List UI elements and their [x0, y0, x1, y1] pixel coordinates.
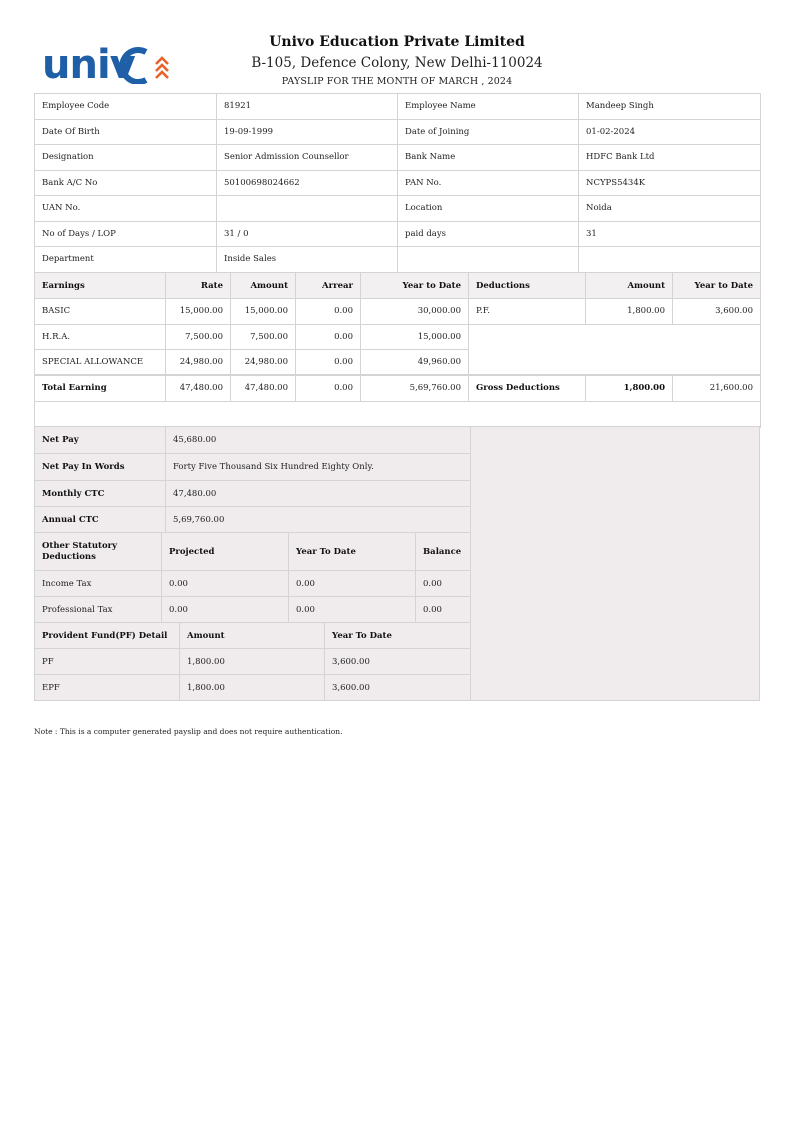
- earning-name: SPECIAL ALLOWANCE: [35, 350, 166, 376]
- table-header-row: [35, 273, 761, 299]
- table-row: [35, 427, 471, 454]
- bank-name: HDFC Bank Ltd: [579, 145, 761, 171]
- earning-rate: 15,000.00: [166, 299, 231, 325]
- column-header: Earnings: [35, 273, 166, 299]
- table-row: [35, 145, 761, 171]
- earnings-deductions-table: [34, 272, 761, 428]
- table-row: [35, 196, 761, 222]
- tax-name: Professional Tax: [35, 597, 162, 623]
- earning-rate: 7,500.00: [166, 324, 231, 350]
- table-row: [35, 170, 761, 196]
- designation: Senior Admission Counsellor: [217, 145, 398, 171]
- column-header: Arrear: [296, 273, 361, 299]
- company-name: Univo Education Private Limited: [269, 34, 525, 50]
- earning-name: BASIC: [35, 299, 166, 325]
- pf-ytd: 3,600.00: [325, 649, 471, 675]
- column-header: Projected: [162, 533, 289, 571]
- pf-amount: 1,800.00: [180, 675, 325, 701]
- info-label: Date of Joining: [398, 119, 579, 145]
- employee-info-table: [34, 93, 761, 273]
- pf-amount: 1,800.00: [180, 649, 325, 675]
- net-pay-words: Forty Five Thousand Six Hundred Eighty Only.: [166, 454, 471, 481]
- deduction-name: P.F.: [469, 299, 586, 325]
- tax-balance: 0.00: [416, 571, 471, 597]
- earning-amount: 7,500.00: [231, 324, 296, 350]
- empty-cell: [35, 401, 761, 427]
- table-row: [35, 571, 471, 597]
- table-row: [35, 324, 761, 350]
- info-label: PAN No.: [398, 170, 579, 196]
- table-header-row: [35, 623, 471, 649]
- column-header: Provident Fund(PF) Detail: [35, 623, 180, 649]
- table-row: [35, 299, 761, 325]
- empty-cell: [469, 324, 761, 375]
- uan-number: [217, 196, 398, 222]
- gross-deductions-ytd: 21,600.00: [673, 375, 761, 401]
- pan-number: NCYPS5434K: [579, 170, 761, 196]
- info-label: Bank Name: [398, 145, 579, 171]
- empty-cell: [398, 247, 579, 273]
- provident-fund-table: [34, 622, 471, 701]
- statutory-deductions-table: [34, 532, 471, 623]
- column-header: Amount: [586, 273, 673, 299]
- info-label: Location: [398, 196, 579, 222]
- total-arrear: 0.00: [296, 375, 361, 401]
- location: Noida: [579, 196, 761, 222]
- info-label: paid days: [398, 221, 579, 247]
- department: Inside Sales: [217, 247, 398, 273]
- tax-ytd: 0.00: [289, 597, 416, 623]
- info-label: Date Of Birth: [35, 119, 217, 145]
- tax-name: Income Tax: [35, 571, 162, 597]
- column-header: Amount: [231, 273, 296, 299]
- info-label: UAN No.: [35, 196, 217, 222]
- employee-code: 81921: [217, 94, 398, 120]
- summary-label: Net Pay In Words: [35, 454, 166, 481]
- table-row: [35, 247, 761, 273]
- info-label: No of Days / LOP: [35, 221, 217, 247]
- table-row: [35, 481, 471, 507]
- payslip-period: PAYSLIP FOR THE MONTH OF MARCH , 2024: [281, 76, 513, 87]
- totals-row: [35, 375, 761, 401]
- column-header: Deductions: [469, 273, 586, 299]
- column-header: Other Statutory Deductions: [35, 533, 162, 571]
- earning-rate: 24,980.00: [166, 350, 231, 376]
- table-row: [35, 649, 471, 675]
- summary-label: Monthly CTC: [35, 481, 166, 507]
- days-lop: 31 / 0: [217, 221, 398, 247]
- column-header: Year to Date: [361, 273, 469, 299]
- info-label: Designation: [35, 145, 217, 171]
- column-header: Rate: [166, 273, 231, 299]
- pf-name: EPF: [35, 675, 180, 701]
- table-row: [35, 597, 471, 623]
- monthly-ctc-value: 47,480.00: [166, 481, 471, 507]
- total-ytd: 5,69,760.00: [361, 375, 469, 401]
- gross-deductions-amount: 1,800.00: [586, 375, 673, 401]
- earning-ytd: 49,960.00: [361, 350, 469, 376]
- earning-arrear: 0.00: [296, 299, 361, 325]
- pf-ytd: 3,600.00: [325, 675, 471, 701]
- table-row: [35, 675, 471, 701]
- earning-ytd: 15,000.00: [361, 324, 469, 350]
- info-label: Bank A/C No: [35, 170, 217, 196]
- date-of-birth: 19-09-1999: [217, 119, 398, 145]
- column-header: Amount: [180, 623, 325, 649]
- net-pay-value: 45,680.00: [166, 427, 471, 454]
- info-label: Department: [35, 247, 217, 273]
- earning-arrear: 0.00: [296, 350, 361, 376]
- bank-account: 50100698024662: [217, 170, 398, 196]
- earning-ytd: 30,000.00: [361, 299, 469, 325]
- summary-label: Net Pay: [35, 427, 166, 454]
- spacer-row: [35, 401, 761, 427]
- table-row: [35, 94, 761, 120]
- employee-name: Mandeep Singh: [579, 94, 761, 120]
- column-header: Year To Date: [325, 623, 471, 649]
- earning-name: H.R.A.: [35, 324, 166, 350]
- summary-label: Annual CTC: [35, 507, 166, 533]
- table-row: [35, 221, 761, 247]
- pf-name: PF: [35, 649, 180, 675]
- earning-amount: 15,000.00: [231, 299, 296, 325]
- empty-cell: [579, 247, 761, 273]
- tax-ytd: 0.00: [289, 571, 416, 597]
- logo-wordmark: univ: [42, 44, 135, 84]
- table-header-row: [35, 533, 471, 571]
- tax-projected: 0.00: [162, 571, 289, 597]
- date-of-joining: 01-02-2024: [579, 119, 761, 145]
- total-rate: 47,480.00: [166, 375, 231, 401]
- gross-deductions-label: Gross Deductions: [469, 375, 586, 401]
- tax-balance: 0.00: [416, 597, 471, 623]
- annual-ctc-value: 5,69,760.00: [166, 507, 471, 533]
- footer-note: Note : This is a computer generated payslip and does not require authentication.: [34, 727, 343, 736]
- deduction-amount: 1,800.00: [586, 299, 673, 325]
- table-row: [35, 454, 471, 481]
- company-address: B-105, Defence Colony, New Delhi-110024: [251, 55, 543, 71]
- earning-amount: 24,980.00: [231, 350, 296, 376]
- deduction-ytd: 3,600.00: [673, 299, 761, 325]
- total-earning-label: Total Earning: [35, 375, 166, 401]
- table-row: [35, 507, 471, 533]
- column-header: Balance: [416, 533, 471, 571]
- column-header: Year To Date: [289, 533, 416, 571]
- tax-projected: 0.00: [162, 597, 289, 623]
- table-row: [35, 119, 761, 145]
- info-label: Employee Code: [35, 94, 217, 120]
- net-pay-table: [34, 426, 471, 533]
- earning-arrear: 0.00: [296, 324, 361, 350]
- payslip-header: [34, 30, 760, 92]
- info-label: Employee Name: [398, 94, 579, 120]
- paid-days: 31: [579, 221, 761, 247]
- total-amount: 47,480.00: [231, 375, 296, 401]
- column-header: Year to Date: [673, 273, 761, 299]
